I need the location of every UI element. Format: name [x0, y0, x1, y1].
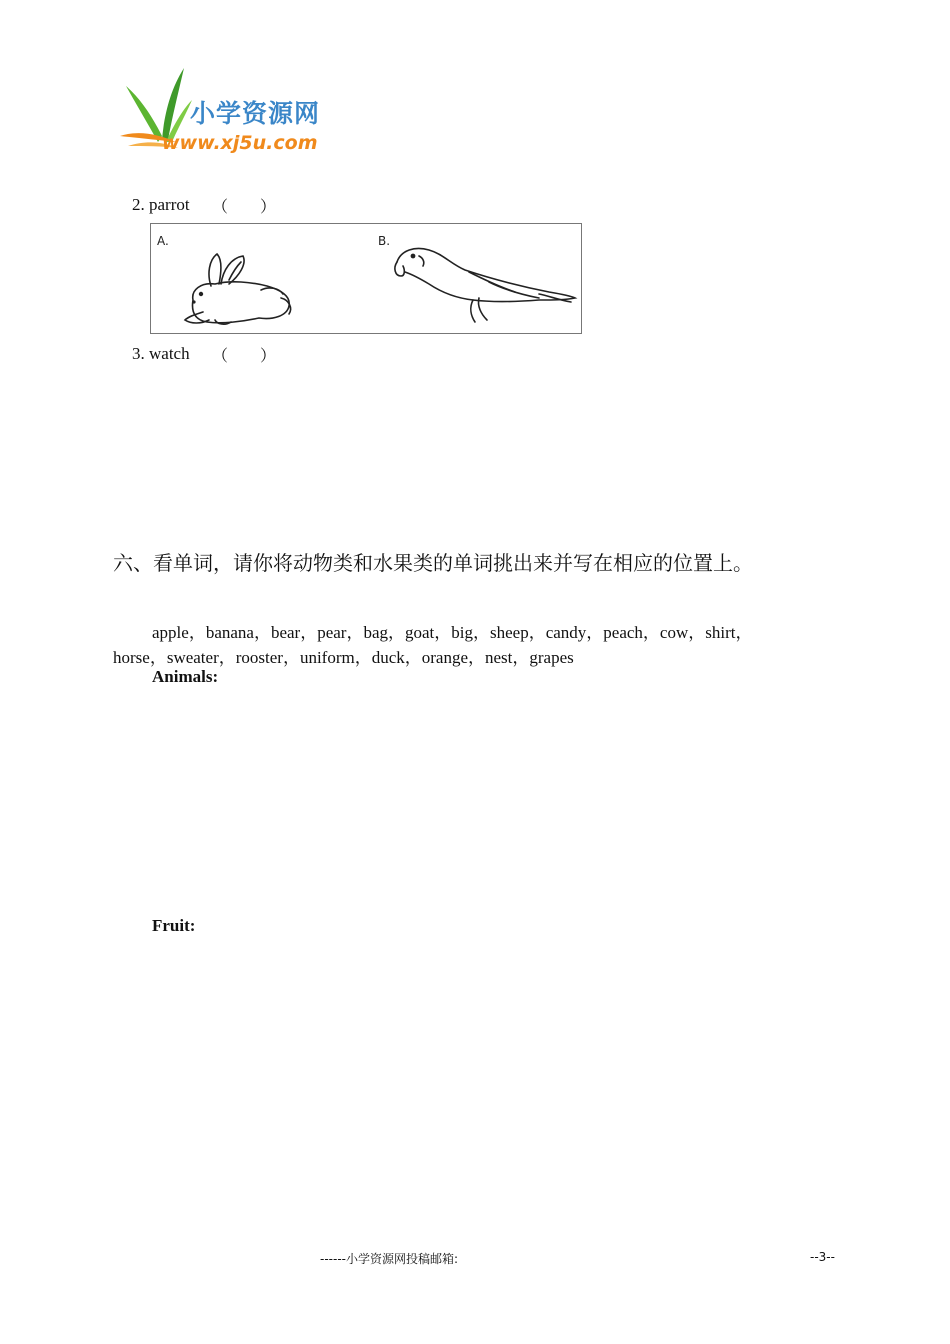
question-word: parrot — [149, 195, 190, 214]
animals-label: Animals: — [152, 667, 219, 686]
option-a-label: A. — [157, 234, 169, 248]
fruit-label: Fruit: — [152, 916, 196, 935]
question-number: 3. — [132, 344, 145, 363]
picture-options-box — [150, 223, 582, 334]
footer-text: ------小学资源网投稿邮箱: — [320, 1252, 459, 1266]
answer-blank[interactable]: （ ） — [212, 348, 277, 365]
answer-blank[interactable]: （ ） — [212, 199, 277, 216]
question-word: watch — [149, 344, 190, 363]
section-heading: 六、看单词，请你将动物类和水果类的单词挑出来并写在相应的位置上。 — [113, 551, 753, 575]
parrot-drawing-icon — [389, 242, 579, 328]
question-number: 2. — [132, 195, 145, 214]
option-b-label: B. — [378, 234, 391, 248]
fruit-answer-area[interactable] — [152, 942, 832, 1142]
logo-title: 小学资源网 — [190, 99, 321, 128]
question-2 — [132, 195, 190, 215]
word-list-line-1: apple，banana，bear，pear，bag，goat，big，sheep，candy，peach，cow，shirt， — [152, 623, 753, 642]
animals-answer-area[interactable] — [152, 692, 832, 892]
word-list-line-2: horse，sweater，rooster，uniform，duck，orange，nest，grapes — [113, 648, 574, 667]
logo-url: www.xj5u.com — [162, 132, 318, 154]
question-3 — [132, 344, 190, 364]
page-number: --3-- — [810, 1250, 835, 1264]
rabbit-drawing-icon — [181, 250, 301, 328]
